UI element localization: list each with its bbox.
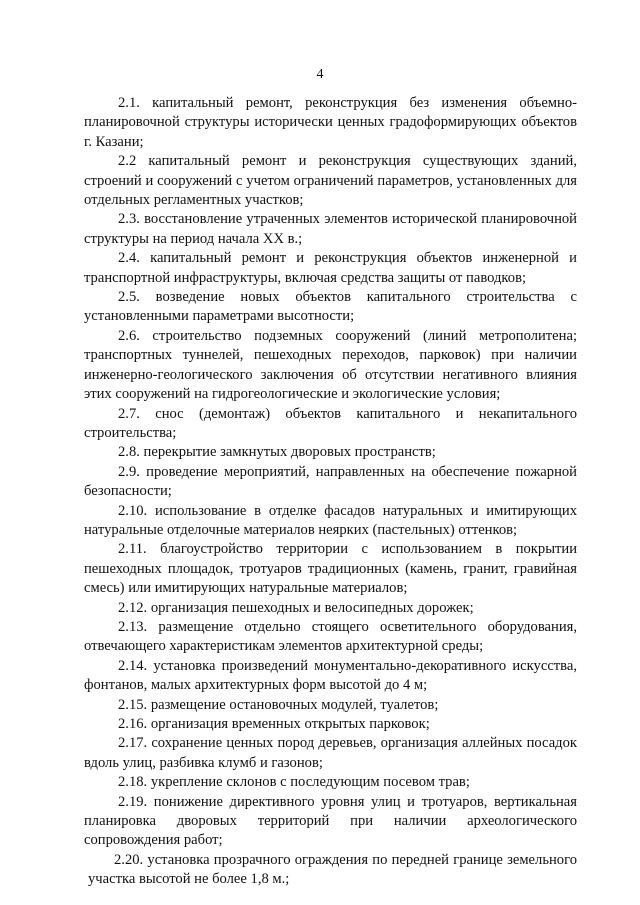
list-item: 2.5. возведение новых объектов капитального строительства с установленными параметрами высотности; [84, 289, 577, 325]
list-item: 2.12. организация пешеходных и велосипедных дорожек; [118, 599, 474, 616]
page-number: 4 [316, 67, 324, 82]
list-item: 2.11. благоустройство территории с использованием в покрытии пешеходных площадок, тротуаров традиционных (камень, гранит, гравийная смесь) или имитирующих натуральные материалов; [84, 541, 577, 597]
list-item: 2.20. установка прозрачного ограждения по передней границе земельного участка высотой не более 1,8 м.; [88, 851, 577, 888]
list-item: 2.10. использование в отделке фасадов натуральных и имитирующих натуральные отделочные материалов неярких (пастельных) оттенков; [84, 502, 577, 538]
list-item: 2.7. снос (демонтаж) объектов капитального и некапитального строительства; [84, 405, 577, 441]
list-item: 2.16. организация временных открытых парковок; [118, 716, 430, 732]
list-item: 2.15. размещение остановочных модулей, туалетов; [118, 696, 439, 713]
list-item: 2.4. капитальный ремонт и реконструкция объектов инженерной и транспортной инфраструктуры, включая средства защиты от паводков; [84, 250, 577, 286]
list-item: 2.9. проведение мероприятий, направленных на обеспечение пожарной безопасности; [84, 463, 577, 500]
list-item: 2.17. сохранение ценных пород деревьев, организация аллейных посадок вдоль улиц, разбивка клумб и газонов; [84, 735, 577, 771]
list-item: 2.19. понижение директивного уровня улиц и тротуаров, вертикальная планировка дворовых территорий при наличии археологического сопровождения работ; [84, 793, 577, 849]
list-item: 2.3. восстановление утраченных элементов исторической планировочной структуры на период начала XX в.; [84, 211, 577, 247]
list-item: 2.1. капитальный ремонт, реконструкция без изменения объемно-планировочной структуры исторически ценных градоформирующих объектов г. Казани; [84, 95, 577, 150]
list-item: 2.13. размещение отдельно стоящего осветительного оборудования, отвечающего характеристикам элементов архитектурной среды; [84, 618, 577, 655]
list-item: 2.18. укрепление склонов с последующим посевом трав; [118, 774, 470, 791]
list-item: 2.8. перекрытие замкнутых дворовых пространств; [118, 444, 436, 461]
list-item: 2.2 капитальный ремонт и реконструкция существующих зданий, строений и сооружений с учетом ограничений параметров, установленных для отдельных регламентных участков; [84, 153, 577, 209]
list-item: 2.14. установка произведений монументально-декоративного искусства, фонтанов, малых архитектурных форм высотой до 4 м; [84, 657, 577, 694]
regulation-list [84, 94, 577, 890]
list-item: 2.6. строительство подземных сооружений (линий метрополитена; транспортных туннелей, пешеходных переходов, парковок) при наличии инженерно-геологического заключения об отсутствии негативного влияния этих сооружений на гидрогеологические и экологические условия; [84, 327, 577, 403]
